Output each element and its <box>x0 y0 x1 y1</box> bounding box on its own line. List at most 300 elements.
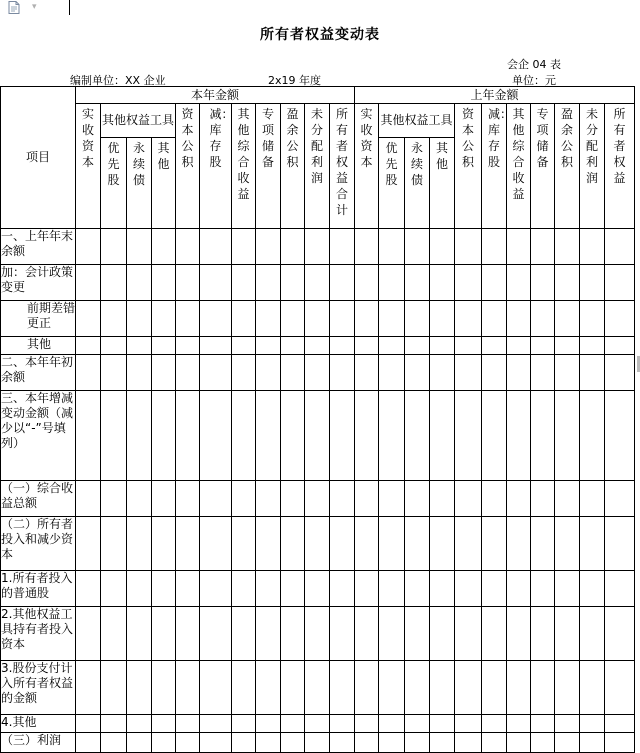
amount-cell[interactable] <box>405 661 430 715</box>
amount-cell[interactable] <box>455 337 482 355</box>
amount-cell[interactable] <box>101 337 127 355</box>
amount-cell[interactable] <box>482 337 507 355</box>
amount-cell[interactable] <box>127 481 152 517</box>
amount-cell[interactable] <box>355 229 379 265</box>
amount-cell[interactable] <box>507 265 531 301</box>
amount-cell[interactable] <box>152 355 176 391</box>
amount-cell[interactable] <box>305 355 330 391</box>
amount-cell[interactable] <box>281 733 305 753</box>
amount-cell[interactable] <box>507 571 531 607</box>
amount-cell[interactable] <box>379 715 405 733</box>
amount-cell[interactable] <box>330 733 355 753</box>
amount-cell[interactable] <box>531 733 555 753</box>
amount-cell[interactable] <box>152 571 176 607</box>
amount-cell[interactable] <box>430 229 455 265</box>
amount-cell[interactable] <box>507 517 531 571</box>
amount-cell[interactable] <box>256 265 281 301</box>
amount-cell[interactable] <box>76 391 101 481</box>
amount-cell[interactable] <box>379 301 405 337</box>
amount-cell[interactable] <box>127 265 152 301</box>
amount-cell[interactable] <box>76 607 101 661</box>
amount-cell[interactable] <box>127 355 152 391</box>
amount-cell[interactable] <box>555 265 580 301</box>
amount-cell[interactable] <box>281 661 305 715</box>
amount-cell[interactable] <box>555 607 580 661</box>
amount-cell[interactable] <box>101 265 127 301</box>
amount-cell[interactable] <box>455 661 482 715</box>
amount-cell[interactable] <box>379 481 405 517</box>
amount-cell[interactable] <box>455 229 482 265</box>
amount-cell[interactable] <box>76 481 101 517</box>
amount-cell[interactable] <box>200 661 232 715</box>
amount-cell[interactable] <box>305 301 330 337</box>
amount-cell[interactable] <box>355 481 379 517</box>
amount-cell[interactable] <box>200 715 232 733</box>
amount-cell[interactable] <box>455 517 482 571</box>
amount-cell[interactable] <box>232 355 256 391</box>
amount-cell[interactable] <box>430 391 455 481</box>
amount-cell[interactable] <box>152 337 176 355</box>
amount-cell[interactable] <box>330 607 355 661</box>
amount-cell[interactable] <box>405 607 430 661</box>
amount-cell[interactable] <box>127 337 152 355</box>
amount-cell[interactable] <box>256 481 281 517</box>
amount-cell[interactable] <box>580 355 605 391</box>
amount-cell[interactable] <box>455 481 482 517</box>
amount-cell[interactable] <box>101 301 127 337</box>
amount-cell[interactable] <box>152 391 176 481</box>
amount-cell[interactable] <box>580 391 605 481</box>
amount-cell[interactable] <box>305 571 330 607</box>
amount-cell[interactable] <box>152 229 176 265</box>
amount-cell[interactable] <box>256 229 281 265</box>
amount-cell[interactable] <box>555 661 580 715</box>
row-label: 1.所有者投入的普通股 <box>1 571 76 607</box>
amount-cell[interactable] <box>430 517 455 571</box>
amount-cell[interactable] <box>430 355 455 391</box>
amount-cell[interactable] <box>305 607 330 661</box>
amount-cell[interactable] <box>430 571 455 607</box>
amount-cell[interactable] <box>455 265 482 301</box>
amount-cell[interactable] <box>555 355 580 391</box>
amount-cell[interactable] <box>232 337 256 355</box>
amount-cell[interactable] <box>232 229 256 265</box>
header-other-prior: 其他 <box>430 138 455 229</box>
amount-cell[interactable] <box>355 337 379 355</box>
amount-cell[interactable] <box>555 733 580 753</box>
amount-cell[interactable] <box>580 715 605 733</box>
amount-cell[interactable] <box>531 481 555 517</box>
amount-cell[interactable] <box>152 715 176 733</box>
amount-cell[interactable] <box>176 715 200 733</box>
amount-cell[interactable] <box>200 481 232 517</box>
amount-cell[interactable] <box>507 607 531 661</box>
amount-cell[interactable] <box>605 481 635 517</box>
amount-cell[interactable] <box>152 265 176 301</box>
amount-cell[interactable] <box>200 229 232 265</box>
amount-cell[interactable] <box>430 337 455 355</box>
amount-cell[interactable] <box>176 607 200 661</box>
amount-cell[interactable] <box>482 481 507 517</box>
amount-cell[interactable] <box>152 733 176 753</box>
amount-cell[interactable] <box>580 661 605 715</box>
amount-cell[interactable] <box>482 265 507 301</box>
amount-cell[interactable] <box>531 229 555 265</box>
amount-cell[interactable] <box>76 265 101 301</box>
amount-cell[interactable] <box>200 571 232 607</box>
amount-cell[interactable] <box>101 607 127 661</box>
amount-cell[interactable] <box>507 715 531 733</box>
amount-cell[interactable] <box>330 391 355 481</box>
amount-cell[interactable] <box>176 301 200 337</box>
amount-cell[interactable] <box>330 355 355 391</box>
amount-cell[interactable] <box>580 571 605 607</box>
form-code: 会企 04 表 <box>507 58 561 71</box>
amount-cell[interactable] <box>152 607 176 661</box>
amount-cell[interactable] <box>176 337 200 355</box>
amount-cell[interactable] <box>176 391 200 481</box>
amount-cell[interactable] <box>305 229 330 265</box>
amount-cell[interactable] <box>430 301 455 337</box>
amount-cell[interactable] <box>482 517 507 571</box>
amount-cell[interactable] <box>101 229 127 265</box>
amount-cell[interactable] <box>305 661 330 715</box>
amount-cell[interactable] <box>355 733 379 753</box>
amount-cell[interactable] <box>405 391 430 481</box>
amount-cell[interactable] <box>200 391 232 481</box>
amount-cell[interactable] <box>256 355 281 391</box>
amount-cell[interactable] <box>330 517 355 571</box>
amount-cell[interactable] <box>232 517 256 571</box>
amount-cell[interactable] <box>580 337 605 355</box>
amount-cell[interactable] <box>455 301 482 337</box>
amount-cell[interactable] <box>101 733 127 753</box>
amount-cell[interactable] <box>101 391 127 481</box>
amount-cell[interactable] <box>200 733 232 753</box>
amount-cell[interactable] <box>176 517 200 571</box>
amount-cell[interactable] <box>101 355 127 391</box>
amount-cell[interactable] <box>507 229 531 265</box>
amount-cell[interactable] <box>232 571 256 607</box>
amount-cell[interactable] <box>176 481 200 517</box>
amount-cell[interactable] <box>355 661 379 715</box>
amount-cell[interactable] <box>580 733 605 753</box>
amount-cell[interactable] <box>482 301 507 337</box>
amount-cell[interactable] <box>200 265 232 301</box>
amount-cell[interactable] <box>405 715 430 733</box>
amount-cell[interactable] <box>355 301 379 337</box>
amount-cell[interactable] <box>531 301 555 337</box>
amount-cell[interactable] <box>281 715 305 733</box>
amount-cell[interactable] <box>405 733 430 753</box>
amount-cell[interactable] <box>176 355 200 391</box>
amount-cell[interactable] <box>176 265 200 301</box>
amount-cell[interactable] <box>200 517 232 571</box>
row-label: 加：会计政策变更 <box>1 265 76 301</box>
amount-cell[interactable] <box>379 355 405 391</box>
amount-cell[interactable] <box>200 337 232 355</box>
table-row <box>1 229 635 265</box>
amount-cell[interactable] <box>256 661 281 715</box>
amount-cell[interactable] <box>101 481 127 517</box>
amount-cell[interactable] <box>127 517 152 571</box>
amount-cell[interactable] <box>152 481 176 517</box>
amount-cell[interactable] <box>531 571 555 607</box>
amount-cell[interactable] <box>555 337 580 355</box>
table-row <box>1 733 635 753</box>
amount-cell[interactable] <box>580 517 605 571</box>
row-label: 3.股份支付计入所有者权益的金额 <box>1 661 76 715</box>
amount-cell[interactable] <box>455 391 482 481</box>
amount-cell[interactable] <box>281 571 305 607</box>
amount-cell[interactable] <box>405 229 430 265</box>
amount-cell[interactable] <box>555 301 580 337</box>
amount-cell[interactable] <box>305 391 330 481</box>
amount-cell[interactable] <box>176 661 200 715</box>
amount-cell[interactable] <box>256 607 281 661</box>
amount-cell[interactable] <box>482 661 507 715</box>
amount-cell[interactable] <box>507 301 531 337</box>
amount-cell[interactable] <box>555 715 580 733</box>
amount-cell[interactable] <box>531 607 555 661</box>
amount-cell[interactable] <box>281 481 305 517</box>
amount-cell[interactable] <box>101 571 127 607</box>
amount-cell[interactable] <box>281 229 305 265</box>
amount-cell[interactable] <box>580 301 605 337</box>
amount-cell[interactable] <box>430 733 455 753</box>
amount-cell[interactable] <box>355 607 379 661</box>
amount-cell[interactable] <box>256 733 281 753</box>
amount-cell[interactable] <box>256 337 281 355</box>
amount-cell[interactable] <box>101 715 127 733</box>
amount-cell[interactable] <box>76 355 101 391</box>
amount-cell[interactable] <box>379 607 405 661</box>
amount-cell[interactable] <box>580 265 605 301</box>
amount-cell[interactable] <box>127 391 152 481</box>
amount-cell[interactable] <box>127 715 152 733</box>
amount-cell[interactable] <box>355 391 379 481</box>
amount-cell[interactable] <box>256 571 281 607</box>
amount-cell[interactable] <box>555 229 580 265</box>
amount-cell[interactable] <box>330 715 355 733</box>
amount-cell[interactable] <box>430 265 455 301</box>
amount-cell[interactable] <box>330 265 355 301</box>
amount-cell[interactable] <box>281 301 305 337</box>
amount-cell[interactable] <box>507 391 531 481</box>
amount-cell[interactable] <box>330 661 355 715</box>
amount-cell[interactable] <box>379 571 405 607</box>
header-undistributed-profit: 未分配利润 <box>305 104 330 229</box>
amount-cell[interactable] <box>405 481 430 517</box>
amount-cell[interactable] <box>455 571 482 607</box>
amount-cell[interactable] <box>127 229 152 265</box>
amount-cell[interactable] <box>232 661 256 715</box>
amount-cell[interactable] <box>605 517 635 571</box>
amount-cell[interactable] <box>355 265 379 301</box>
amount-cell[interactable] <box>605 607 635 661</box>
amount-cell[interactable] <box>379 265 405 301</box>
amount-cell[interactable] <box>281 607 305 661</box>
amount-cell[interactable] <box>605 229 635 265</box>
amount-cell[interactable] <box>555 391 580 481</box>
amount-cell[interactable] <box>455 733 482 753</box>
amount-cell[interactable] <box>281 337 305 355</box>
amount-cell[interactable] <box>127 607 152 661</box>
amount-cell[interactable] <box>455 355 482 391</box>
amount-cell[interactable] <box>281 355 305 391</box>
amount-cell[interactable] <box>200 301 232 337</box>
amount-cell[interactable] <box>379 391 405 481</box>
amount-cell[interactable] <box>531 355 555 391</box>
amount-cell[interactable] <box>482 715 507 733</box>
amount-cell[interactable] <box>555 571 580 607</box>
amount-cell[interactable] <box>605 391 635 481</box>
amount-cell[interactable] <box>507 481 531 517</box>
amount-cell[interactable] <box>330 571 355 607</box>
amount-cell[interactable] <box>232 733 256 753</box>
table-row <box>1 517 635 571</box>
amount-cell[interactable] <box>430 607 455 661</box>
amount-cell[interactable] <box>355 715 379 733</box>
amount-cell[interactable] <box>482 607 507 661</box>
amount-cell[interactable] <box>605 301 635 337</box>
amount-cell[interactable] <box>152 517 176 571</box>
amount-cell[interactable] <box>281 391 305 481</box>
amount-cell[interactable] <box>101 661 127 715</box>
amount-cell[interactable] <box>455 607 482 661</box>
amount-cell[interactable] <box>405 265 430 301</box>
amount-cell[interactable] <box>200 355 232 391</box>
amount-cell[interactable] <box>232 391 256 481</box>
row-label: 三、本年增减变动金额（减少以“-”号填列） <box>1 391 76 481</box>
amount-cell[interactable] <box>405 571 430 607</box>
amount-cell[interactable] <box>256 517 281 571</box>
amount-cell[interactable] <box>507 355 531 391</box>
amount-cell[interactable] <box>76 517 101 571</box>
amount-cell[interactable] <box>76 571 101 607</box>
amount-cell[interactable] <box>305 481 330 517</box>
dropdown-caret-icon[interactable]: ▾ <box>32 2 37 12</box>
amount-cell[interactable] <box>76 715 101 733</box>
amount-cell[interactable] <box>580 229 605 265</box>
amount-cell[interactable] <box>232 715 256 733</box>
amount-cell[interactable] <box>507 661 531 715</box>
amount-cell[interactable] <box>305 265 330 301</box>
amount-cell[interactable] <box>405 355 430 391</box>
amount-cell[interactable] <box>531 337 555 355</box>
amount-cell[interactable] <box>76 301 101 337</box>
amount-cell[interactable] <box>605 661 635 715</box>
amount-cell[interactable] <box>430 661 455 715</box>
amount-cell[interactable] <box>76 337 101 355</box>
amount-cell[interactable] <box>379 337 405 355</box>
amount-cell[interactable] <box>605 733 635 753</box>
table-row <box>1 355 635 391</box>
amount-cell[interactable] <box>507 337 531 355</box>
amount-cell[interactable] <box>379 733 405 753</box>
amount-cell[interactable] <box>330 337 355 355</box>
amount-cell[interactable] <box>482 733 507 753</box>
amount-cell[interactable] <box>305 715 330 733</box>
amount-cell[interactable] <box>455 715 482 733</box>
amount-cell[interactable] <box>101 517 127 571</box>
amount-cell[interactable] <box>379 661 405 715</box>
amount-cell[interactable] <box>330 229 355 265</box>
amount-cell[interactable] <box>405 337 430 355</box>
amount-cell[interactable] <box>531 391 555 481</box>
amount-cell[interactable] <box>330 301 355 337</box>
amount-cell[interactable] <box>355 571 379 607</box>
amount-cell[interactable] <box>232 265 256 301</box>
amount-cell[interactable] <box>232 481 256 517</box>
amount-cell[interactable] <box>430 715 455 733</box>
amount-cell[interactable] <box>605 337 635 355</box>
amount-cell[interactable] <box>531 661 555 715</box>
amount-cell[interactable] <box>176 229 200 265</box>
amount-cell[interactable] <box>305 733 330 753</box>
amount-cell[interactable] <box>127 661 152 715</box>
amount-cell[interactable] <box>555 481 580 517</box>
amount-cell[interactable] <box>482 391 507 481</box>
amount-cell[interactable] <box>430 481 455 517</box>
amount-cell[interactable] <box>127 301 152 337</box>
amount-cell[interactable] <box>281 517 305 571</box>
amount-cell[interactable] <box>152 301 176 337</box>
amount-cell[interactable] <box>580 481 605 517</box>
amount-cell[interactable] <box>355 517 379 571</box>
amount-cell[interactable] <box>76 229 101 265</box>
amount-cell[interactable] <box>555 517 580 571</box>
header-paid-in-capital-prior: 实收资本 <box>355 104 379 229</box>
amount-cell[interactable] <box>605 571 635 607</box>
amount-cell[interactable] <box>605 715 635 733</box>
amount-cell[interactable] <box>531 265 555 301</box>
amount-cell[interactable] <box>482 355 507 391</box>
amount-cell[interactable] <box>256 715 281 733</box>
amount-cell[interactable] <box>531 517 555 571</box>
amount-cell[interactable] <box>256 391 281 481</box>
header-preferred-stock-prior: 优先股 <box>379 138 405 229</box>
amount-cell[interactable] <box>605 355 635 391</box>
amount-cell[interactable] <box>507 733 531 753</box>
amount-cell[interactable] <box>76 733 101 753</box>
amount-cell[interactable] <box>379 229 405 265</box>
amount-cell[interactable] <box>232 607 256 661</box>
amount-cell[interactable] <box>531 715 555 733</box>
amount-cell[interactable] <box>379 517 405 571</box>
amount-cell[interactable] <box>405 517 430 571</box>
amount-cell[interactable] <box>152 661 176 715</box>
amount-cell[interactable] <box>127 571 152 607</box>
amount-cell[interactable] <box>232 301 256 337</box>
amount-cell[interactable] <box>482 229 507 265</box>
amount-cell[interactable] <box>305 517 330 571</box>
amount-cell[interactable] <box>176 733 200 753</box>
amount-cell[interactable] <box>76 661 101 715</box>
amount-cell[interactable] <box>405 301 430 337</box>
amount-cell[interactable] <box>200 607 232 661</box>
amount-cell[interactable] <box>127 733 152 753</box>
amount-cell[interactable] <box>256 301 281 337</box>
amount-cell[interactable] <box>605 265 635 301</box>
amount-cell[interactable] <box>281 265 305 301</box>
amount-cell[interactable] <box>482 571 507 607</box>
amount-cell[interactable] <box>305 337 330 355</box>
amount-cell[interactable] <box>580 607 605 661</box>
amount-cell[interactable] <box>330 481 355 517</box>
amount-cell[interactable] <box>176 571 200 607</box>
amount-cell[interactable] <box>355 355 379 391</box>
